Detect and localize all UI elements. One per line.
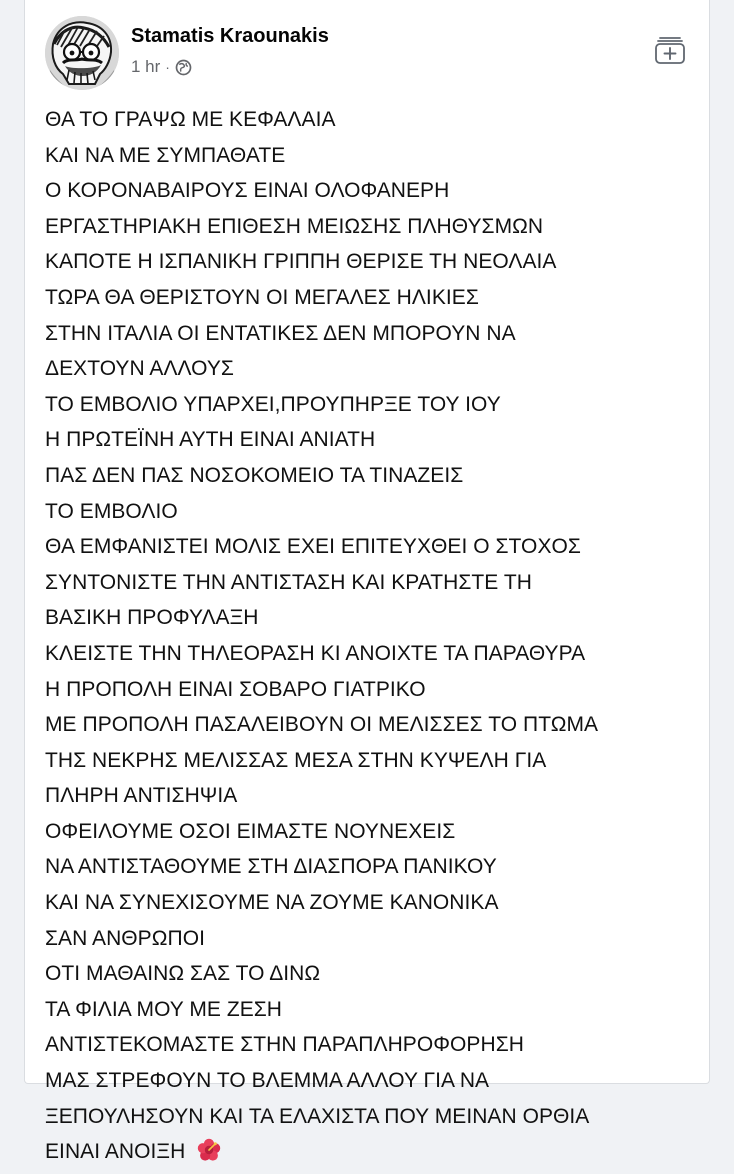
facebook-post-card — [24, 0, 710, 1164]
post-line: ΚΑΠΟΤΕ Η ΙΣΠΑΝΙΚΗ ΓΡΙΠΠΗ ΘΕΡΙΣΕ ΤΗ ΝΕΟΛΑΙΑ — [45, 250, 557, 274]
hibiscus-flower-icon — [197, 1138, 221, 1162]
post-line: ΤΟ ΕΜΒΟΛΙΟ — [45, 499, 178, 523]
final-post-line — [45, 1134, 695, 1170]
post-line: ΜΕ ΠΡΟΠΟΛΗ ΠΑΣΑΛΕΙΒΟΥΝ ΟΙ ΜΕΛΙΣΣΕΣ ΤΟ ΠΤΩΜΑ — [45, 713, 599, 737]
post-line: ΤΑ ΦΙΛΙΑ ΜΟΥ ΜΕ ΖΕΣΗ — [45, 997, 283, 1021]
post-line: ΔΕΧΤΟΥΝ ΑΛΛΟΥΣ — [45, 357, 234, 381]
post-line: Η ΠΡΩΤΕΪΝΗ ΑΥΤΗ ΕΙΝΑΙ ΑΝΙΑΤΗ — [45, 428, 376, 452]
post-meta — [131, 57, 192, 77]
author-avatar[interactable] — [45, 16, 119, 90]
avatar-caricature-icon — [45, 16, 119, 90]
post-line: ΚΑΙ ΝΑ ΣΥΝΕΧΙΣΟΥΜΕ ΝΑ ΖΟΥΜΕ ΚΑΝΟΝΙΚΑ — [45, 891, 499, 915]
save-collection-icon[interactable] — [651, 30, 689, 68]
post-line: ΞΕΠΟΥΛΗΣΟΥΝ ΚΑΙ ΤΑ ΕΛΑΧΙΣΤΑ ΠΟΥ ΜΕΙΝΑΝ ΟΡΘΙΑ — [45, 1104, 590, 1128]
post-line: ΚΛΕΙΣΤΕ ΤΗΝ ΤΗΛΕΟΡΑΣΗ ΚΙ ΑΝΟΙΧΤΕ ΤΑ ΠΑΡΑΘΥΡΑ — [45, 641, 586, 665]
post-line: ΘΑ ΤΟ ΓΡΑΨΩ ΜΕ ΚΕΦΑΛΑΙΑ — [45, 108, 336, 131]
post-line: ΤΩΡΑ ΘΑ ΘΕΡΙΣΤΟΥΝ ΟΙ ΜΕΓΑΛΕΣ ΗΛΙΚΙΕΣ — [45, 285, 479, 309]
post-line: Η ΠΡΟΠΟΛΗ ΕΙΝΑΙ ΣΟΒΑΡΟ ΓΙΑΤΡΙΚΟ — [45, 677, 426, 701]
author-name[interactable]: Stamatis Kraounakis — [131, 25, 329, 47]
post-line: ΠΛΗΡΗ ΑΝΤΙΣΗΨΙΑ — [45, 784, 238, 808]
final-post-line-text: ΕΙΝΑΙ ΑΝΟΙΞΗ — [45, 1140, 186, 1164]
post-timestamp[interactable]: 1 hr — [131, 57, 161, 76]
post-line: ΜΑΣ ΣΤΡΕΦΟΥΝ ΤΟ ΒΛΕΜΜΑ ΑΛΛΟΥ ΓΙΑ ΝΑ — [45, 1069, 490, 1093]
post-header — [45, 16, 689, 92]
post-body — [45, 102, 695, 1170]
post-line: ΝΑ ΑΝΤΙΣΤΑΘΟΥΜΕ ΣΤΗ ΔΙΑΣΠΟΡΑ ΠΑΝΙΚΟΥ — [45, 855, 497, 879]
post-line: ΚΑΙ ΝΑ ΜΕ ΣΥΜΠΑΘΑΤΕ — [45, 143, 286, 167]
post-line: ΟΤΙ ΜΑΘΑΙΝΩ ΣΑΣ ΤΟ ΔΙΝΩ — [45, 962, 321, 986]
post-line: Ο ΚΟΡΟΝΑΒΑΙΡΟΥΣ ΕΙΝΑΙ ΟΛΟΦΑΝΕΡΗ — [45, 179, 450, 203]
post-line: ΣΑΝ ΑΝΘΡΩΠΟΙ — [45, 926, 205, 950]
post-line: ΣΤΗΝ ΙΤΑΛΙΑ ΟΙ ΕΝΤΑΤΙΚΕΣ ΔΕΝ ΜΠΟΡΟΥΝ ΝΑ — [45, 321, 516, 345]
post-line: ΘΑ ΕΜΦΑΝΙΣΤΕΙ ΜΟΛΙΣ ΕΧΕΙ ΕΠΙΤΕΥΧΘΕΙ Ο ΣΤΟΧΟΣ — [45, 535, 581, 559]
post-line: ΣΥΝΤΟΝΙΣΤΕ ΤΗΝ ΑΝΤΙΣΤΑΣΗ ΚΑΙ ΚΡΑΤΗΣΤΕ ΤΗ — [45, 570, 532, 594]
meta-separator: · — [165, 59, 170, 75]
post-line: ΑΝΤΙΣΤΕΚΟΜΑΣΤΕ ΣΤΗΝ ΠΑΡΑΠΛΗΡΟΦΟΡΗΣΗ — [45, 1033, 524, 1057]
globe-icon[interactable] — [175, 59, 192, 76]
post-line: ΒΑΣΙΚΗ ΠΡΟΦΥΛΑΞΗ — [45, 606, 259, 630]
post-line: ΤΗΣ ΝΕΚΡΗΣ ΜΕΛΙΣΣΑΣ ΜΕΣΑ ΣΤΗΝ ΚΥΨΕΛΗ ΓΙΑ — [45, 748, 547, 772]
post-line: ΕΡΓΑΣΤΗΡΙΑΚΗ ΕΠΙΘΕΣΗ ΜΕΙΩΣΗΣ ΠΛΗΘΥΣΜΩΝ — [45, 214, 544, 238]
post-line: ΠΑΣ ΔΕΝ ΠΑΣ ΝΟΣΟΚΟΜΕΙΟ ΤΑ ΤΙΝΑΖΕΙΣ — [45, 463, 464, 487]
post-line: ΟΦΕΙΛΟΥΜΕ ΟΣΟΙ ΕΙΜΑΣΤΕ ΝΟΥΝΕΧΕΙΣ — [45, 819, 456, 843]
post-line: ΤΟ ΕΜΒΟΛΙΟ ΥΠΑΡΧΕΙ,ΠΡΟΥΠΗΡΞΕ ΤΟΥ ΙΟΥ — [45, 392, 501, 416]
